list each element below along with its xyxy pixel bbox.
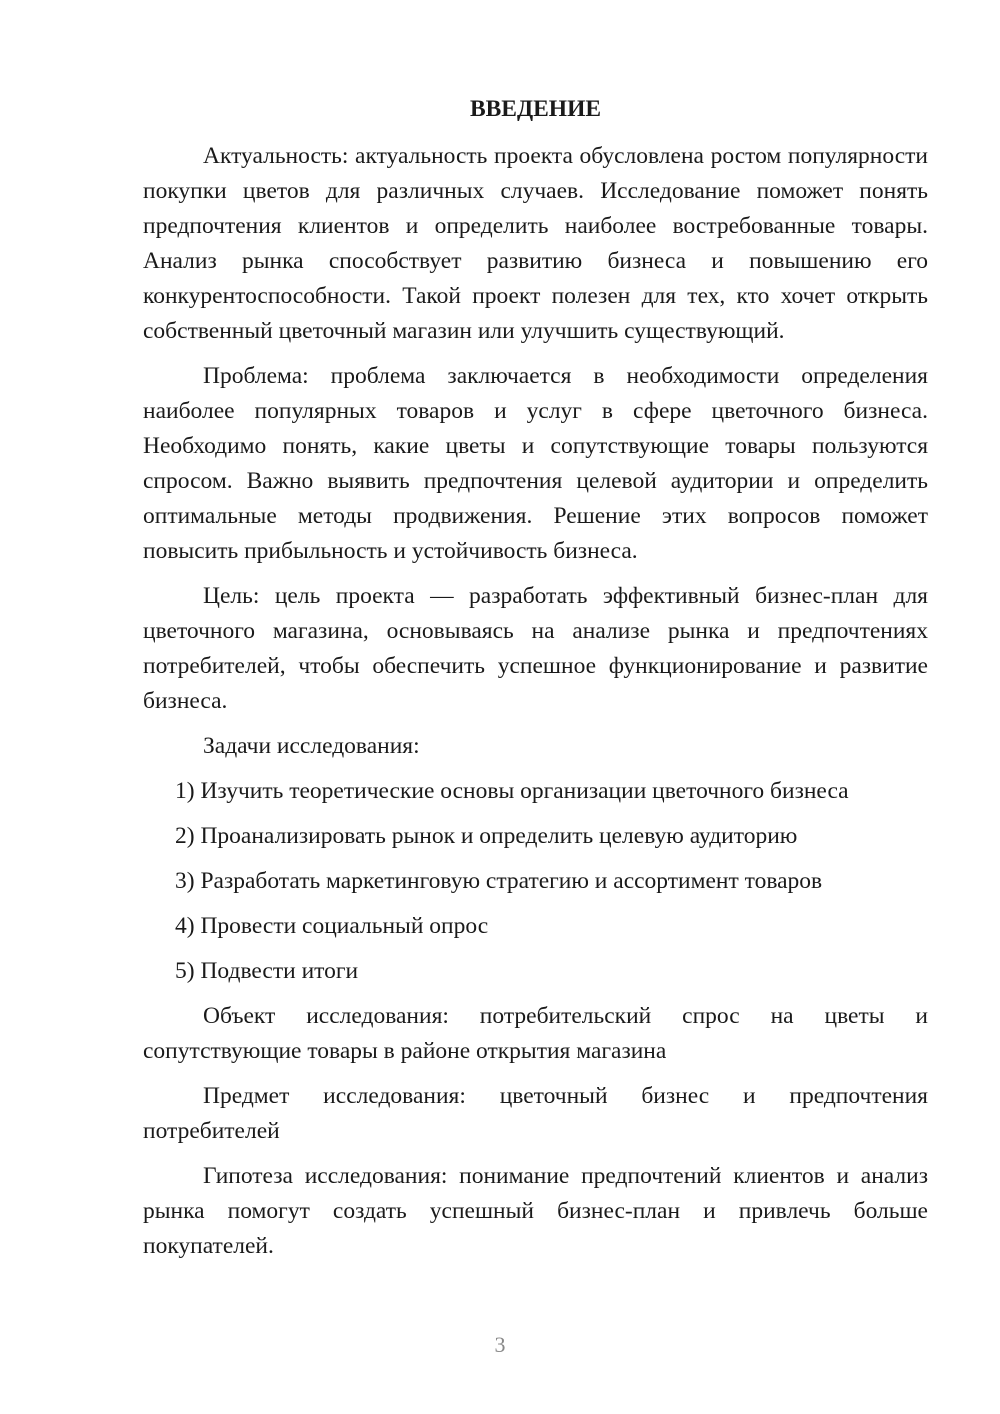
list-item: 2) Проанализировать рынок и определить целевую аудиторию: [175, 823, 798, 849]
list-item: 1) Изучить теоретические основы организации цветочного бизнеса: [175, 778, 849, 804]
document-page: [143, 92, 928, 1274]
tasks-heading: Задачи исследования:: [203, 733, 420, 759]
section-title: ВВЕДЕНИЕ: [469, 96, 602, 122]
paragraph-hypothesis: Гипотеза исследования: понимание предпочтений клиентов и анализ рынка помогут создать успешный бизнес-план и привлечь больше покупателей.: [143, 1163, 928, 1259]
paragraph-goal: Цель: цель проекта — разработать эффективный бизнес-план для цветочного магазина, основываясь на анализе рынка и предпочтениях потребителей, чтобы обеспечить успешное функционирование и развитие бизнеса.: [143, 583, 928, 714]
list-item: 4) Провести социальный опрос: [175, 913, 489, 939]
tasks-list: [143, 774, 928, 989]
paragraph-relevance: Актуальность: актуальность проекта обусловлена ростом популярности покупки цветов для различных случаев. Исследование поможет понять предпочтения клиентов и определить наиболее востребованные товары. Анализ рынка способствует развитию бизнеса и повышению его конкурентоспособности. Такой проект полезен для тех, кто хочет открыть собственный цветочный магазин или улучшить существующий.: [143, 143, 928, 344]
list-item: 3) Разработать маркетинговую стратегию и ассортимент товаров: [175, 868, 823, 894]
paragraph-problem: Проблема: проблема заключается в необходимости определения наиболее популярных товаров и услуг в сфере цветочного бизнеса. Необходимо понять, какие цветы и сопутствующие товары пользуются спросом. Важно выявить предпочтения целевой аудитории и определить оптимальные методы продвижения. Решение этих вопросов поможет повысить прибыльность и устойчивость бизнеса.: [143, 363, 928, 564]
page-number: 3: [494, 1332, 506, 1357]
list-item: 5) Подвести итоги: [175, 958, 359, 984]
paragraph-subject: Предмет исследования: цветочный бизнес и предпочтения потребителей: [143, 1083, 928, 1144]
paragraph-object: Объект исследования: потребительский спрос на цветы и сопутствующие товары в районе открытия магазина: [143, 1003, 928, 1064]
